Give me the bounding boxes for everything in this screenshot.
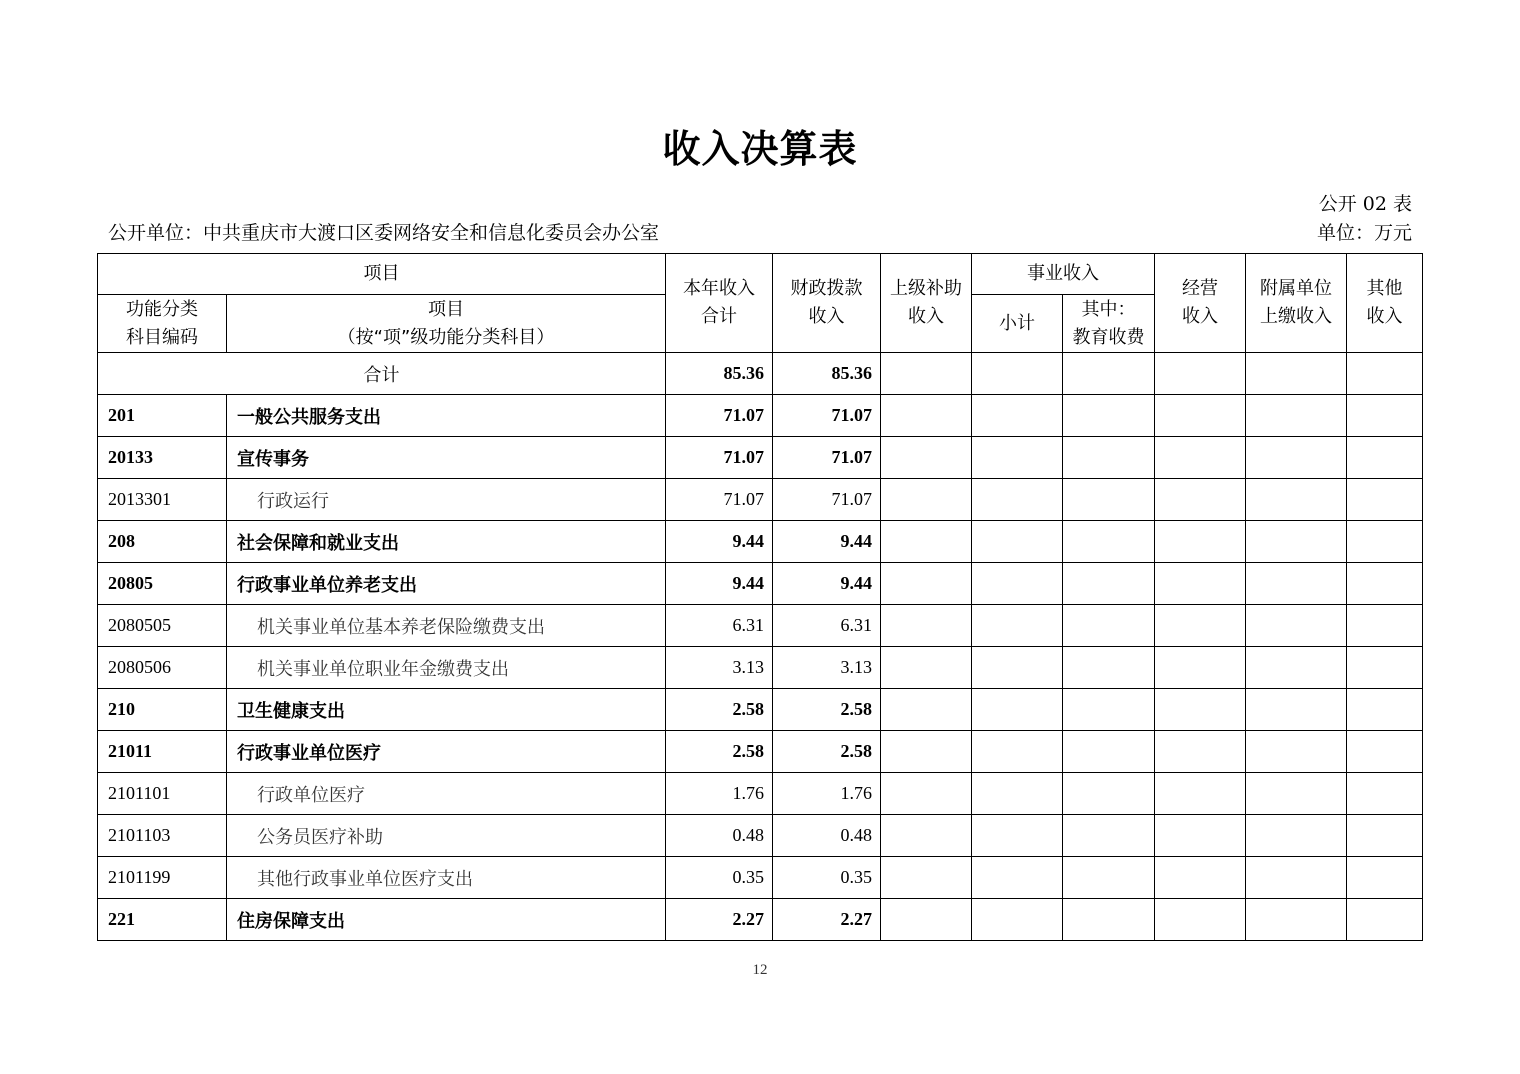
row-fiscal: 9.44: [773, 563, 881, 605]
header-business-line1: 经营: [1182, 278, 1218, 299]
row-fiscal: 71.07: [773, 479, 881, 521]
row-name: 行政运行: [227, 479, 666, 521]
header-edu-line2: 教育收费: [1072, 326, 1145, 348]
empty-cell: [972, 395, 1063, 437]
row-name: 行政事业单位养老支出: [227, 563, 666, 605]
empty-cell: [1246, 563, 1347, 605]
empty-cell: [1347, 437, 1423, 479]
header-superior-line1: 上级补助: [890, 278, 962, 299]
empty-cell: [1063, 899, 1155, 941]
header-affiliated-line2: 上缴收入: [1260, 306, 1332, 327]
header-subtotal: 小计: [972, 295, 1063, 353]
row-total: 3.13: [666, 647, 773, 689]
empty-cell: [972, 437, 1063, 479]
table-row: [98, 773, 1423, 815]
empty-cell: [881, 437, 972, 479]
empty-cell: [972, 689, 1063, 731]
row-fiscal: 2.58: [773, 689, 881, 731]
row-total: 71.07: [666, 437, 773, 479]
empty-cell: [1246, 689, 1347, 731]
empty-cell: [1063, 479, 1155, 521]
header-edu-line1: 其中：: [1081, 298, 1136, 320]
empty-cell: [1246, 521, 1347, 563]
row-total: 6.31: [666, 605, 773, 647]
row-total: 2.58: [666, 731, 773, 773]
form-number: 公开 02 表: [1318, 193, 1412, 215]
empty-cell: [1347, 353, 1423, 395]
header-business-line2: 收入: [1182, 306, 1218, 327]
empty-cell: [1246, 395, 1347, 437]
row-total: 1.76: [666, 773, 773, 815]
empty-cell: [1246, 857, 1347, 899]
row-fiscal: 2.58: [773, 731, 881, 773]
table-header: [98, 254, 1423, 395]
row-name: 机关事业单位职业年金缴费支出: [227, 647, 666, 689]
empty-cell: [881, 647, 972, 689]
header-other-line1: 其他: [1366, 278, 1403, 299]
empty-cell: [1155, 647, 1246, 689]
empty-cell: [972, 899, 1063, 941]
header-total-line1: 本年收入: [683, 278, 755, 299]
row-code: 2080505: [98, 605, 227, 647]
empty-cell: [881, 815, 972, 857]
row-total: 9.44: [666, 563, 773, 605]
row-code: 2013301: [98, 479, 227, 521]
row-fiscal: 1.76: [773, 773, 881, 815]
row-name: 社会保障和就业支出: [227, 521, 666, 563]
empty-cell: [1063, 857, 1155, 899]
empty-cell: [881, 521, 972, 563]
row-fiscal: 0.48: [773, 815, 881, 857]
page-number: 12: [752, 962, 768, 978]
reporting-unit: 公开单位：中共重庆市大渡口区委网络安全和信息化委员会办公室: [108, 222, 660, 244]
empty-cell: [1246, 353, 1347, 395]
header-total: [666, 254, 773, 353]
total-income: 85.36: [666, 353, 773, 395]
row-fiscal: 9.44: [773, 521, 881, 563]
empty-cell: [881, 353, 972, 395]
row-code: 2101103: [98, 815, 227, 857]
empty-cell: [881, 479, 972, 521]
table-row: [98, 437, 1423, 479]
empty-cell: [1347, 689, 1423, 731]
empty-cell: [1246, 899, 1347, 941]
empty-cell: [1246, 773, 1347, 815]
currency-unit: 单位：万元: [1316, 222, 1412, 244]
header-item-group: 项目: [98, 254, 666, 295]
table-row: [98, 563, 1423, 605]
empty-cell: [972, 521, 1063, 563]
total-label: 合计: [98, 353, 666, 395]
header-career-group: 事业收入: [972, 254, 1155, 295]
empty-cell: [1347, 773, 1423, 815]
empty-cell: [1155, 731, 1246, 773]
empty-cell: [1347, 479, 1423, 521]
table-row: [98, 521, 1423, 563]
empty-cell: [972, 773, 1063, 815]
row-code: 210: [98, 689, 227, 731]
empty-cell: [1347, 521, 1423, 563]
row-name: 行政事业单位医疗: [227, 731, 666, 773]
empty-cell: [1246, 605, 1347, 647]
header-code: [98, 295, 227, 353]
empty-cell: [972, 647, 1063, 689]
empty-cell: [1347, 899, 1423, 941]
empty-cell: [1155, 395, 1246, 437]
empty-cell: [1063, 605, 1155, 647]
row-name: 卫生健康支出: [227, 689, 666, 731]
empty-cell: [1063, 647, 1155, 689]
empty-cell: [1246, 437, 1347, 479]
header-name-line2: （按“项”级功能分类科目）: [337, 326, 555, 348]
empty-cell: [881, 731, 972, 773]
header-other: [1347, 254, 1423, 353]
header-edu: [1063, 295, 1155, 353]
empty-cell: [1347, 605, 1423, 647]
empty-cell: [972, 479, 1063, 521]
empty-cell: [881, 857, 972, 899]
row-fiscal: 2.27: [773, 899, 881, 941]
row-name: 行政单位医疗: [227, 773, 666, 815]
empty-cell: [1347, 731, 1423, 773]
empty-cell: [1063, 353, 1155, 395]
page-title: 收入决算表: [662, 127, 858, 171]
header-other-line2: 收入: [1366, 306, 1403, 327]
header-name-line1: 项目: [428, 298, 464, 320]
row-total: 2.58: [666, 689, 773, 731]
row-code: 20805: [98, 563, 227, 605]
table-row: [98, 815, 1423, 857]
empty-cell: [1246, 647, 1347, 689]
header-affiliated-line1: 附属单位: [1260, 278, 1332, 299]
row-code: 2080506: [98, 647, 227, 689]
empty-cell: [1155, 437, 1246, 479]
empty-cell: [972, 731, 1063, 773]
row-code: 221: [98, 899, 227, 941]
empty-cell: [881, 689, 972, 731]
header-total-line2: 合计: [701, 306, 737, 327]
row-fiscal: 71.07: [773, 395, 881, 437]
header-superior: [881, 254, 972, 353]
empty-cell: [1155, 563, 1246, 605]
empty-cell: [1155, 353, 1246, 395]
empty-cell: [1155, 605, 1246, 647]
empty-cell: [1347, 857, 1423, 899]
empty-cell: [972, 815, 1063, 857]
header-superior-line2: 收入: [908, 306, 944, 327]
empty-cell: [1063, 731, 1155, 773]
empty-cell: [1063, 773, 1155, 815]
empty-cell: [881, 395, 972, 437]
row-total: 0.48: [666, 815, 773, 857]
empty-cell: [1155, 773, 1246, 815]
row-name: 一般公共服务支出: [227, 395, 666, 437]
empty-cell: [1155, 815, 1246, 857]
row-fiscal: 0.35: [773, 857, 881, 899]
header-fiscal-line2: 收入: [808, 306, 845, 327]
header-name: [227, 295, 666, 353]
empty-cell: [881, 773, 972, 815]
table-row: [98, 395, 1423, 437]
row-fiscal: 6.31: [773, 605, 881, 647]
table-row: [98, 647, 1423, 689]
income-table: [97, 253, 1423, 941]
empty-cell: [1063, 689, 1155, 731]
table-row: [98, 731, 1423, 773]
empty-cell: [972, 605, 1063, 647]
empty-cell: [1347, 647, 1423, 689]
empty-cell: [881, 605, 972, 647]
table-row: [98, 689, 1423, 731]
table-row: [98, 899, 1423, 941]
empty-cell: [1347, 815, 1423, 857]
empty-cell: [1155, 899, 1246, 941]
row-name: 宣传事务: [227, 437, 666, 479]
empty-cell: [1246, 479, 1347, 521]
table-row: [98, 605, 1423, 647]
header-code-line2: 科目编码: [126, 326, 198, 348]
row-total: 0.35: [666, 857, 773, 899]
row-total: 2.27: [666, 899, 773, 941]
table-row: [98, 479, 1423, 521]
row-total: 71.07: [666, 479, 773, 521]
row-code: 208: [98, 521, 227, 563]
header-fiscal-line1: 财政拨款: [790, 278, 863, 299]
empty-cell: [881, 899, 972, 941]
empty-cell: [1347, 395, 1423, 437]
empty-cell: [1155, 689, 1246, 731]
table-body: [98, 395, 1423, 941]
empty-cell: [1063, 437, 1155, 479]
row-total: 9.44: [666, 521, 773, 563]
row-name: 其他行政事业单位医疗支出: [227, 857, 666, 899]
empty-cell: [1155, 857, 1246, 899]
table-row: [98, 857, 1423, 899]
empty-cell: [1063, 815, 1155, 857]
total-fiscal: 85.36: [773, 353, 881, 395]
row-code: 2101101: [98, 773, 227, 815]
empty-cell: [1063, 563, 1155, 605]
row-code: 2101199: [98, 857, 227, 899]
empty-cell: [1063, 521, 1155, 563]
empty-cell: [972, 857, 1063, 899]
row-code: 201: [98, 395, 227, 437]
empty-cell: [1063, 395, 1155, 437]
header-code-line1: 功能分类: [126, 298, 198, 320]
empty-cell: [972, 353, 1063, 395]
empty-cell: [1246, 731, 1347, 773]
row-code: 20133: [98, 437, 227, 479]
row-name: 公务员医疗补助: [227, 815, 666, 857]
total-row: [98, 353, 1423, 395]
empty-cell: [1246, 815, 1347, 857]
empty-cell: [972, 563, 1063, 605]
row-total: 71.07: [666, 395, 773, 437]
header-fiscal: [773, 254, 881, 353]
row-fiscal: 71.07: [773, 437, 881, 479]
empty-cell: [1155, 479, 1246, 521]
empty-cell: [881, 563, 972, 605]
empty-cell: [1155, 521, 1246, 563]
row-fiscal: 3.13: [773, 647, 881, 689]
header-business: [1155, 254, 1246, 353]
header-affiliated: [1246, 254, 1347, 353]
row-name: 机关事业单位基本养老保险缴费支出: [227, 605, 666, 647]
row-code: 21011: [98, 731, 227, 773]
empty-cell: [1347, 563, 1423, 605]
row-name: 住房保障支出: [227, 899, 666, 941]
